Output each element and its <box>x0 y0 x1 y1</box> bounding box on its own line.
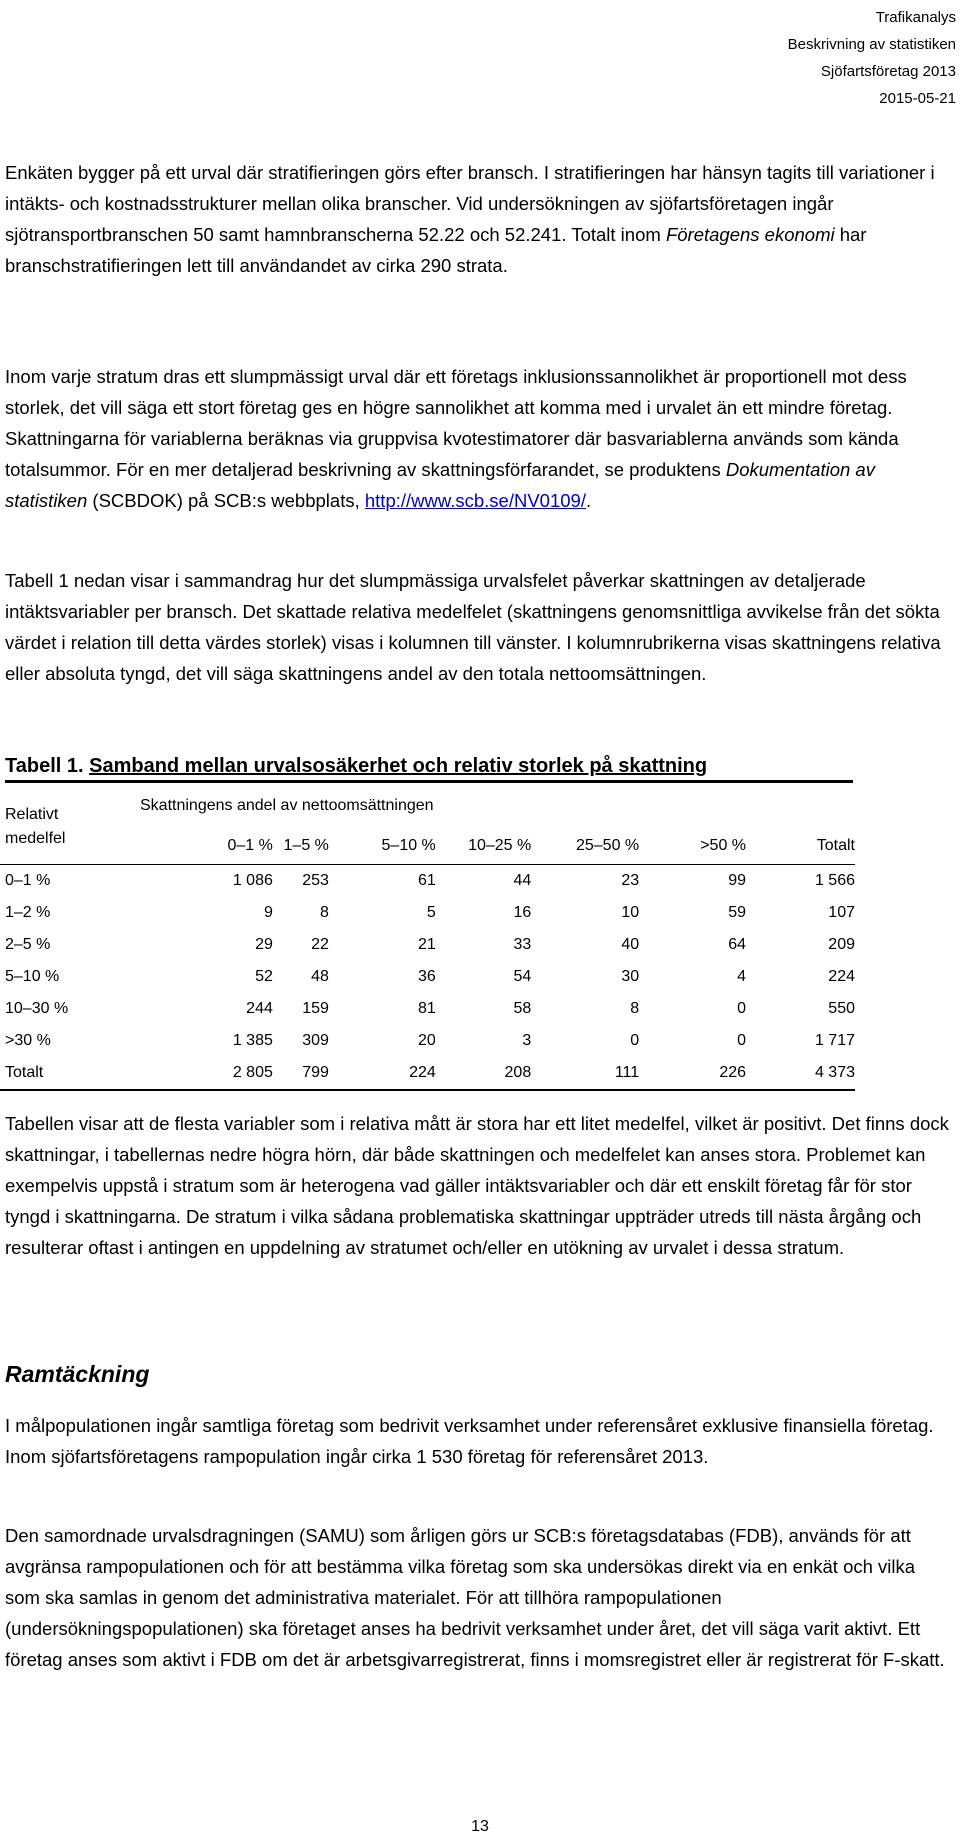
table-cell: 2 805 <box>169 1057 273 1090</box>
row-label: 1–2 % <box>5 904 51 921</box>
table-cell: 61 <box>417 872 436 889</box>
column-header: >50 % <box>639 828 746 865</box>
table-cell: 30 <box>621 968 640 985</box>
table-cell: 81 <box>417 1000 436 1017</box>
table-row <box>0 929 855 961</box>
table-cell: 1 717 <box>814 1032 855 1049</box>
data-table <box>0 828 855 1091</box>
row-header-label: Relativt medelfel <box>5 806 66 847</box>
paragraph-target-population: I målpopulationen ingår samtliga företag som bedrivit verksamhet under referensåret exklusive finansiella företag. Inom sjöfartsföretagens rampopulation ingår cirka 1 530 företag för referensåret 2013. <box>5 1415 934 1467</box>
row-label: 2–5 % <box>5 936 51 953</box>
table-cell: 5 <box>426 904 436 921</box>
paragraph-samu: Den samordnade urvalsdragningen (SAMU) som årligen görs ur SCB:s företagsdatabas (FDB), används för att avgränsa rampopulationen och för att bestämma vilka företag som ska undersökas direkt via en enkät och vilka som ska samlas in genom det administrativa materialet. För att tillhöra rampopulationen (undersökningspopulationen) ska företaget anses ha bedrivit verksamhet under året, det vill säga varit aktivt. Ett företag anses som aktivt i FDB om det är arbetsgivarregistrerat, finns i momsregistret eller är registrerat för F-skatt. <box>5 1525 945 1670</box>
table-cell: 0 <box>737 1032 747 1049</box>
table-cell: 48 <box>311 968 329 985</box>
table-cell: 21 <box>417 936 436 953</box>
table-cell: 4 <box>737 968 747 985</box>
table-cell: 40 <box>621 936 640 953</box>
table-cell: 799 <box>273 1057 329 1090</box>
column-header: 0–1 % <box>169 828 273 865</box>
table-cell: 23 <box>621 872 640 889</box>
column-header: 10–25 % <box>436 828 531 865</box>
table-cell: 16 <box>513 904 532 921</box>
table-cell: 99 <box>728 872 747 889</box>
row-label: 5–10 % <box>5 968 60 985</box>
table-cell: 224 <box>828 968 855 985</box>
paragraph-sampling: Inom varje stratum dras ett slumpmässigt urval där ett företags inklusionssannolikhet är proportionell mot dess storlek, det vill säga ett stort företag ges en högre sannolikhet att komma med i urvalet än ett mindre företag. Skattningarna för variablerna beräknas via gruppvisa kvotestimatorer där basvariablerna används som kända totalsummor. För en mer detaljerad beskrivning av skattningsförfarandet, se produktens Dokumentation av statistiken (SCBDOK) på SCB:s webbplats, http://www.scb.se/NV0109/. <box>5 366 907 511</box>
table-row <box>0 897 855 929</box>
table-cell: 9 <box>263 904 273 921</box>
paragraph-table-intro: Tabell 1 nedan visar i sammandrag hur det slumpmässiga urvalsfelet påverkar skattningen av detaljerade intäktsvariabler per bransch. Det skattade relativa medelfelet (skattningens genomsnittliga avvikelse från det sökta värdet i relation till detta värdes storlek) visas i kolumnen till vänster. I kolumnrubrikerna visas skattningens relativa eller absoluta tyngd, det vill säga skattningens andel av den totala nettoomsättningen. <box>5 570 941 684</box>
table-cell: 36 <box>417 968 436 985</box>
table-cell: 309 <box>302 1032 329 1049</box>
table-cell: 4 373 <box>746 1057 855 1090</box>
table-cell: 58 <box>513 1000 532 1017</box>
table-cell: 64 <box>728 936 747 953</box>
table-header-row <box>0 828 855 865</box>
section-heading-ramtackning: Ramtäckning <box>5 1361 150 1387</box>
table-cell: 10 <box>621 904 640 921</box>
table-cell: 0 <box>630 1032 640 1049</box>
column-header: Totalt <box>746 828 855 865</box>
page-header <box>788 4 956 112</box>
header-doc-type: Beskrivning av statistiken <box>787 36 956 53</box>
table-cell: 208 <box>436 1057 531 1090</box>
table-cell: 0 <box>737 1000 747 1017</box>
table-cell: 3 <box>522 1032 532 1049</box>
table-total-row <box>0 1057 855 1090</box>
row-label: 0–1 % <box>5 872 51 889</box>
table-cell: 33 <box>513 936 532 953</box>
column-header: 1–5 % <box>273 828 329 865</box>
scb-link[interactable]: http://www.scb.se/NV0109/ <box>364 490 586 511</box>
table-cell: 20 <box>417 1032 436 1049</box>
row-label: >30 % <box>5 1032 51 1049</box>
table-cell: 44 <box>513 872 532 889</box>
table-cell: 8 <box>320 904 329 921</box>
column-header: 5–10 % <box>329 828 436 865</box>
table-cell: 111 <box>531 1057 639 1090</box>
table-cell: 1 385 <box>232 1032 273 1049</box>
table-cell: 1 566 <box>814 872 855 889</box>
table-cell: 244 <box>246 1000 273 1017</box>
table-cell: 22 <box>311 936 329 953</box>
table-row <box>0 1025 855 1057</box>
table-cell: 54 <box>513 968 532 985</box>
table-row <box>0 993 855 1025</box>
table-cell: 8 <box>630 1000 640 1017</box>
paragraph-stratification: Enkäten bygger på ett urval där stratifieringen görs efter bransch. I stratifieringen har hänsyn tagits till variationer i intäkts- och kostnadsstrukturer mellan olika branscher. Vid undersökningen av sjöfartsföretagen ingår sjötransportbranschen 50 samt hamnbranscherna 52.22 och 52.241. Totalt inom Företagens ekonomi har branschstratifieringen lett till användandet av cirka 290 strata. <box>5 162 935 276</box>
table-cell: 550 <box>828 1000 855 1017</box>
row-label: Totalt <box>0 1057 169 1090</box>
header-date: 2015-05-21 <box>879 90 956 107</box>
table-row <box>0 865 855 898</box>
row-label: 10–30 % <box>5 1000 69 1017</box>
table-cell: 29 <box>255 936 273 953</box>
header-subject: Sjöfartsföretag 2013 <box>820 63 956 80</box>
table-cell: 224 <box>329 1057 436 1090</box>
table-row <box>0 961 855 993</box>
table-cell: 253 <box>302 872 329 889</box>
table-cell: 59 <box>728 904 747 921</box>
table-cell: 107 <box>828 904 855 921</box>
page-number: 13 <box>471 1818 489 1835</box>
paragraph-table-interpretation: Tabellen visar att de flesta variabler som i relativa mått är stora har ett litet medelfel, vilket är positivt. Det finns dock skattningar, i tabellernas nedre högra hörn, där både skattningen och medelfelet kan anses stora. Problemet kan exempelvis uppstå i stratum som är heterogena vad gäller intäktsvariabler och där ett enskilt företag får för stor tyngd i skattningarna. De stratum i vilka sådana problematiska skattningar uppträder utreds till nästa årgång och resulterar oftast i antingen en uppdelning av stratumet och/eller en utökning av urvalet i dessa stratum. <box>5 1113 949 1258</box>
column-group-label: Skattningens andel av nettoomsättningen <box>140 797 434 814</box>
header-org: Trafikanalys <box>875 9 956 26</box>
column-header: 25–50 % <box>531 828 639 865</box>
table-cell: 159 <box>302 1000 329 1017</box>
table-cell: 1 086 <box>232 872 273 889</box>
table-cell: 226 <box>639 1057 746 1090</box>
table-cell: 52 <box>255 968 273 985</box>
table-title: Tabell 1. Samband mellan urvalsosäkerhet och relativ storlek på skattning <box>5 755 853 783</box>
table-cell: 209 <box>828 936 855 953</box>
